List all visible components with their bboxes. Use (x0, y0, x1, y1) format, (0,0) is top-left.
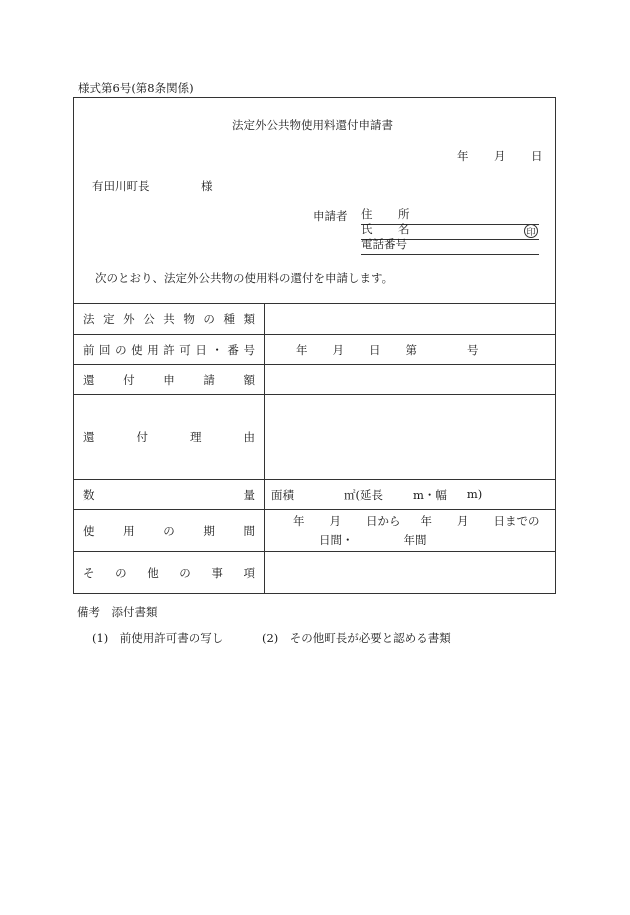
addressee: 有田川町長 (92, 179, 150, 193)
table-row (74, 335, 556, 365)
table-row (74, 480, 556, 510)
table-row (74, 365, 556, 395)
statement-text: 次のとおり、法定外公共物の使用料の還付を申請します。 (95, 271, 394, 285)
refund-amount-value[interactable] (265, 365, 556, 395)
seal-icon: 印 (524, 224, 538, 238)
table-row (74, 304, 556, 335)
table-row (74, 395, 556, 480)
phone-label: 電話番号 (361, 237, 407, 251)
date-day-label: 日 (531, 149, 543, 163)
name-label-1: 氏 (361, 222, 373, 236)
honorific: 様 (201, 179, 213, 193)
quantity-label: 数 量 (74, 480, 265, 510)
attachment-item-1: (1) 前使用許可書の写し (92, 631, 224, 645)
address-field[interactable] (361, 209, 539, 225)
refund-reason-label: 還 付 理 由 (74, 395, 265, 480)
date-year-label: 年 (457, 149, 469, 163)
prev-permit-label: 前 回 の 使 用 許 可 日 ・ 番 号 (74, 335, 265, 365)
name-label-2: 名 (398, 222, 410, 236)
period-label: 使 用 の 期 間 (74, 510, 265, 552)
remarks-heading: 備考 添付書類 (77, 605, 158, 619)
type-label: 法 定 外 公 共 物 の 種 類 (74, 304, 265, 335)
form-title: 法定外公共物使用料還付申請書 (232, 118, 393, 132)
address-label-2: 所 (398, 207, 410, 221)
address-label-1: 住 (361, 207, 373, 221)
period-value[interactable]: 年 月 日から 年 月 日までの 日間・ 年間 (265, 510, 556, 552)
table-row (74, 552, 556, 594)
attachment-item-2: (2) その他町長が必要と認める書類 (262, 631, 451, 645)
other-value[interactable] (265, 552, 556, 594)
other-label: そ の 他 の 事 項 (74, 552, 265, 594)
quantity-value[interactable]: 面積 ㎡(延長 m・幅 m) (265, 480, 556, 510)
application-table (73, 303, 556, 594)
applicant-label: 申請者 (313, 209, 348, 223)
refund-amount-label: 還 付 申 請 額 (74, 365, 265, 395)
table-row (74, 510, 556, 552)
form-number: 様式第6号(第8条関係) (78, 81, 194, 95)
refund-reason-value[interactable] (265, 395, 556, 480)
prev-permit-value[interactable]: 年 月 日 第 号 (265, 335, 556, 365)
type-value[interactable] (265, 304, 556, 335)
date-month-label: 月 (494, 149, 506, 163)
phone-field[interactable] (361, 239, 539, 255)
